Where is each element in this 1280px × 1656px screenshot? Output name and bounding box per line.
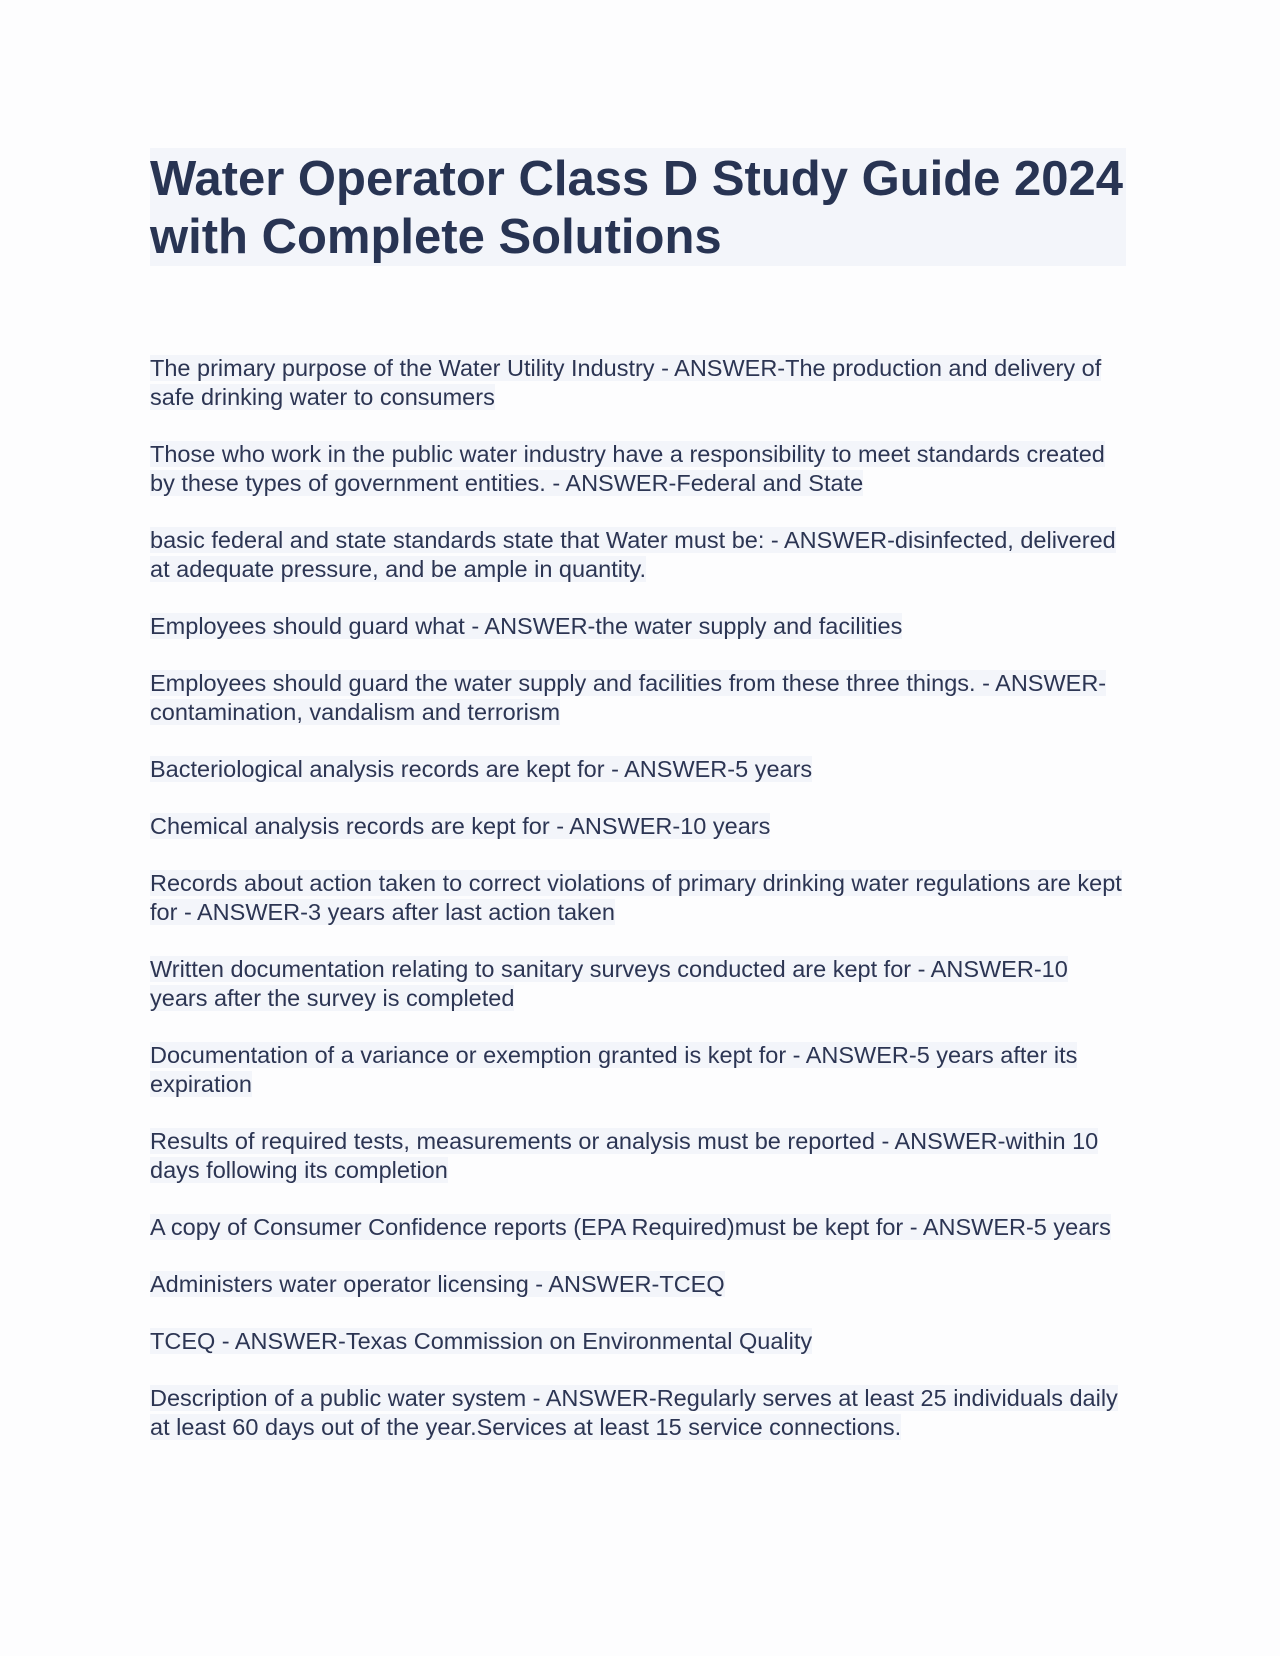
qa-item [150, 669, 1126, 727]
qa-text: Employees should guard what - ANSWER-the water supply and facilities [150, 613, 903, 639]
qa-item [150, 440, 1126, 498]
qa-item [150, 1041, 1126, 1099]
document-title-block [150, 148, 1126, 266]
qa-text: Administers water operator licensing - ANSWER-TCEQ [150, 1271, 725, 1297]
qa-text: Employees should guard the water supply and facilities from these three things. - ANSWER-contamination, vandalism and terrorism [150, 670, 1107, 725]
qa-text: basic federal and state standards state that Water must be: - ANSWER-disinfected, delivered at adequate pressure, and be ample in quantity. [150, 527, 1116, 582]
qa-text: Those who work in the public water industry have a responsibility to meet standards created by these types of government entities. - ANSWER-Federal and State [150, 441, 1105, 496]
qa-text: Written documentation relating to sanitary surveys conducted are kept for - ANSWER-10 years after the survey is completed [150, 956, 1068, 1011]
qa-text: Bacteriological analysis records are kept for - ANSWER-5 years [150, 756, 813, 782]
qa-text: The primary purpose of the Water Utility Industry - ANSWER-The production and delivery of safe drinking water to consumers [150, 355, 1102, 410]
qa-item [150, 1384, 1126, 1442]
qa-item [150, 1213, 1126, 1242]
qa-item [150, 1327, 1126, 1356]
qa-item [150, 1127, 1126, 1185]
qa-item [150, 869, 1126, 927]
qa-text: TCEQ - ANSWER-Texas Commission on Environmental Quality [150, 1328, 813, 1354]
qa-item [150, 1270, 1126, 1299]
qa-item [150, 354, 1126, 412]
qa-item [150, 526, 1126, 584]
qa-text: Chemical analysis records are kept for - ANSWER-10 years [150, 813, 771, 839]
qa-item [150, 812, 1126, 841]
document-page [150, 148, 1126, 1470]
qa-text: Documentation of a variance or exemption granted is kept for - ANSWER-5 years after its expiration [150, 1042, 1078, 1097]
qa-text: Description of a public water system - ANSWER-Regularly serves at least 25 individuals daily at least 60 days out of the year.Services at least 15 service connections. [150, 1385, 1118, 1440]
qa-list [150, 354, 1126, 1442]
qa-item [150, 755, 1126, 784]
qa-item [150, 955, 1126, 1013]
qa-text: A copy of Consumer Confidence reports (EPA Required)must be kept for - ANSWER-5 years [150, 1214, 1111, 1240]
qa-text: Results of required tests, measurements or analysis must be reported - ANSWER-within 10 days following its completion [150, 1128, 1099, 1183]
qa-item [150, 612, 1126, 641]
document-title: Water Operator Class D Study Guide 2024 with Complete Solutions [150, 152, 1124, 264]
qa-text: Records about action taken to correct violations of primary drinking water regulations are kept for - ANSWER-3 years after last action taken [150, 870, 1122, 925]
